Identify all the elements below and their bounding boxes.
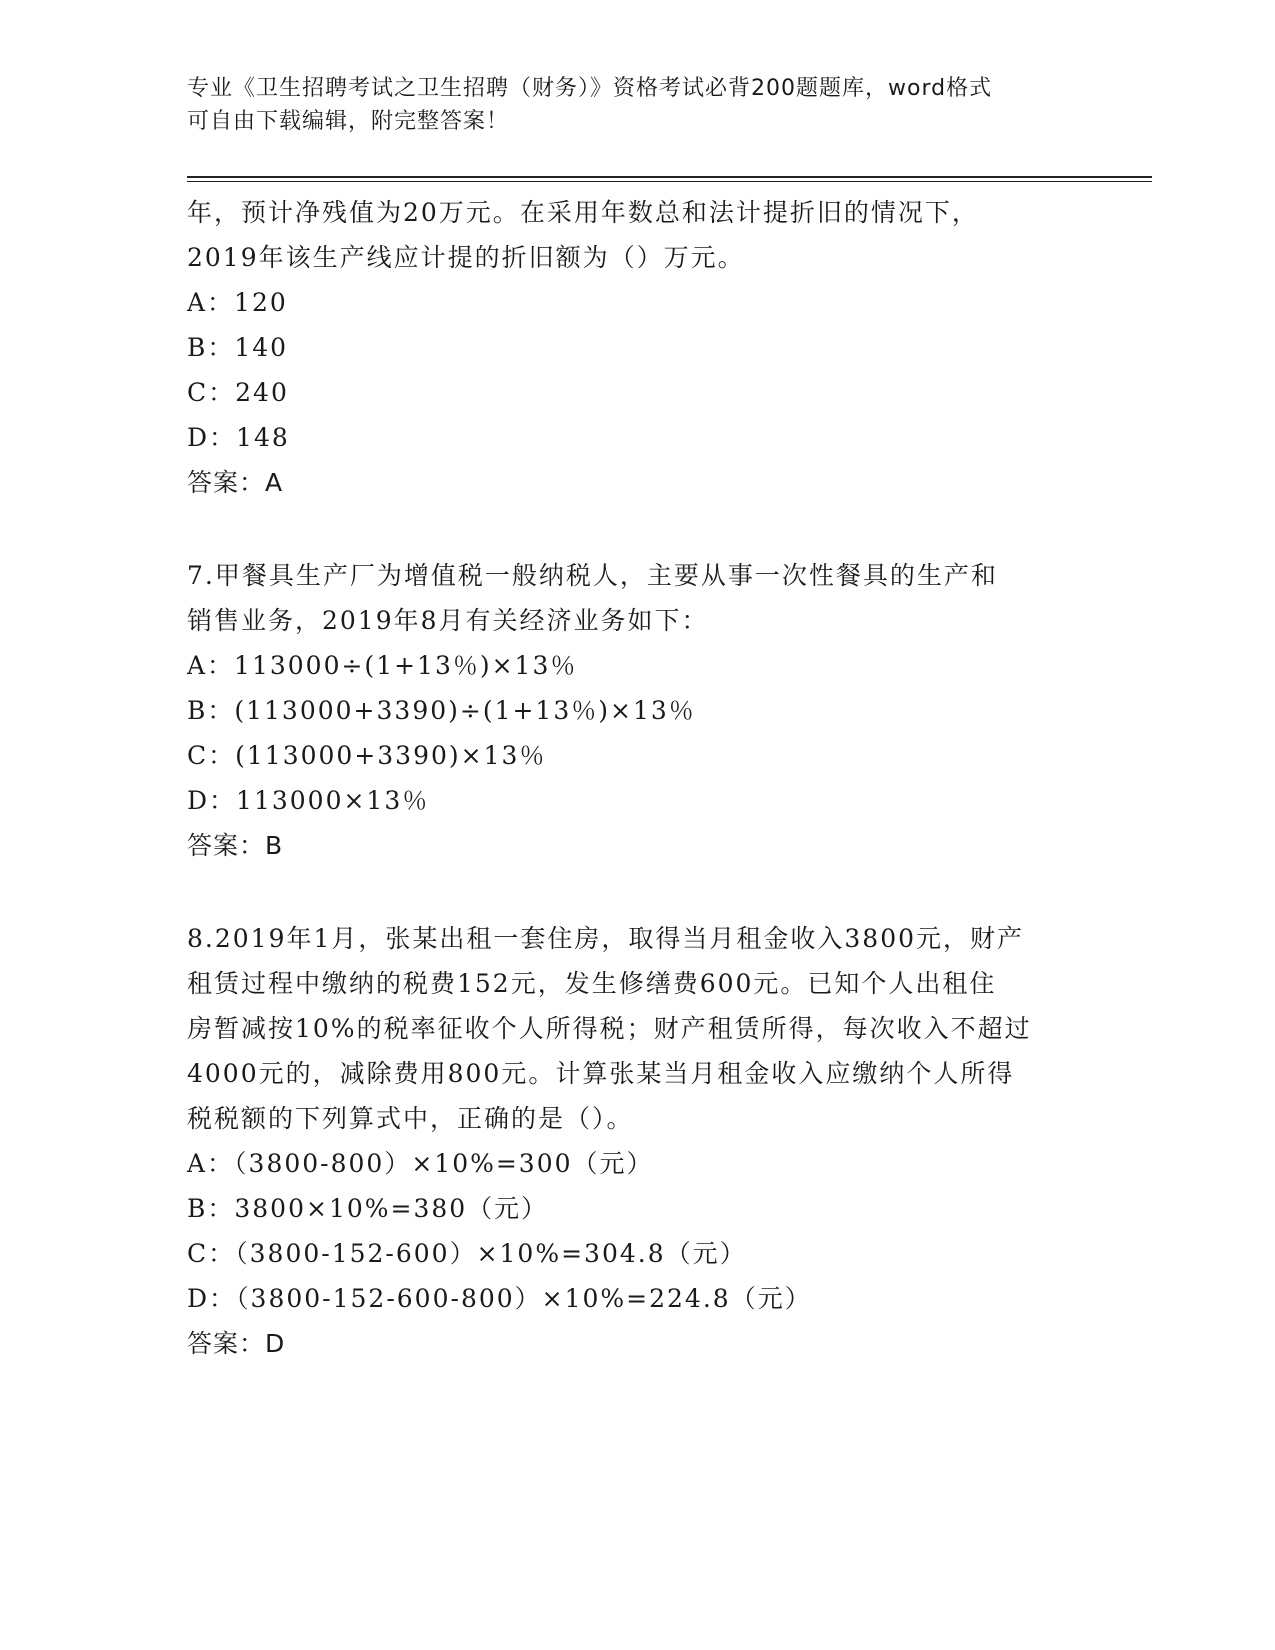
option-a: A：113000÷(1+13％)×13％: [187, 651, 578, 680]
option-d: D：148: [187, 423, 290, 452]
option-c: C：(113000+3390)×13％: [187, 741, 547, 770]
question-6: [187, 190, 1107, 505]
question-8: [187, 916, 1107, 1366]
document-header: [187, 72, 1087, 138]
header-line-1: 专业《卫生招聘考试之卫生招聘（财务）》资格考试必背200题题库，word格式: [187, 76, 993, 101]
question-stem-line: 房暂减按10%的税率征收个人所得税；财产租赁所得，每次收入不超过: [187, 1014, 1032, 1043]
header-line-2: 可自由下载编辑，附完整答案！: [187, 109, 510, 134]
option-c: C：（3800-152-600）×10%=304.8（元）: [187, 1239, 747, 1268]
header-divider-thin: [187, 181, 1152, 182]
question-list: [187, 190, 1107, 1366]
question-stem-line: 4000元的，减除费用800元。计算张某当月租金收入应缴纳个人所得: [187, 1059, 1015, 1088]
question-stem-line: 销售业务，2019年8月有关经济业务如下：: [187, 606, 709, 635]
question-stem-line: 税税额的下列算式中，正确的是（）。: [187, 1104, 634, 1133]
spacer: [187, 868, 1107, 916]
question-7: [187, 553, 1107, 868]
question-stem-line: 租赁过程中缴纳的税费152元，发生修缮费600元。已知个人出租住: [187, 969, 997, 998]
spacer: [187, 505, 1107, 553]
option-a: A：120: [187, 288, 288, 317]
header-divider-thick: [187, 176, 1152, 178]
question-stem-line: 8.2019年1月，张某出租一套住房，取得当月租金收入3800元，财产: [187, 924, 1025, 953]
answer-label: 答案：B: [187, 831, 284, 860]
option-d: D：113000×13％: [187, 786, 430, 815]
option-b: B：3800×10%=380（元）: [187, 1194, 549, 1223]
option-a: A：（3800-800）×10%=300（元）: [187, 1149, 654, 1178]
answer-label: 答案：D: [187, 1329, 286, 1358]
question-stem-line: 7.甲餐具生产厂为增值税一般纳税人，主要从事一次性餐具的生产和: [187, 561, 998, 590]
question-stem-line: 2019年该生产线应计提的折旧额为（）万元。: [187, 243, 745, 272]
option-b: B：(113000+3390)÷(1+13％)×13％: [187, 696, 696, 725]
question-stem-line: 年，预计净残值为20万元。在采用年数总和法计提折旧的情况下，: [187, 198, 979, 227]
option-d: D：（3800-152-600-800）×10%=224.8（元）: [187, 1284, 812, 1313]
option-b: B：140: [187, 333, 289, 362]
answer-label: 答案：A: [187, 468, 284, 497]
option-c: C：240: [187, 378, 289, 407]
